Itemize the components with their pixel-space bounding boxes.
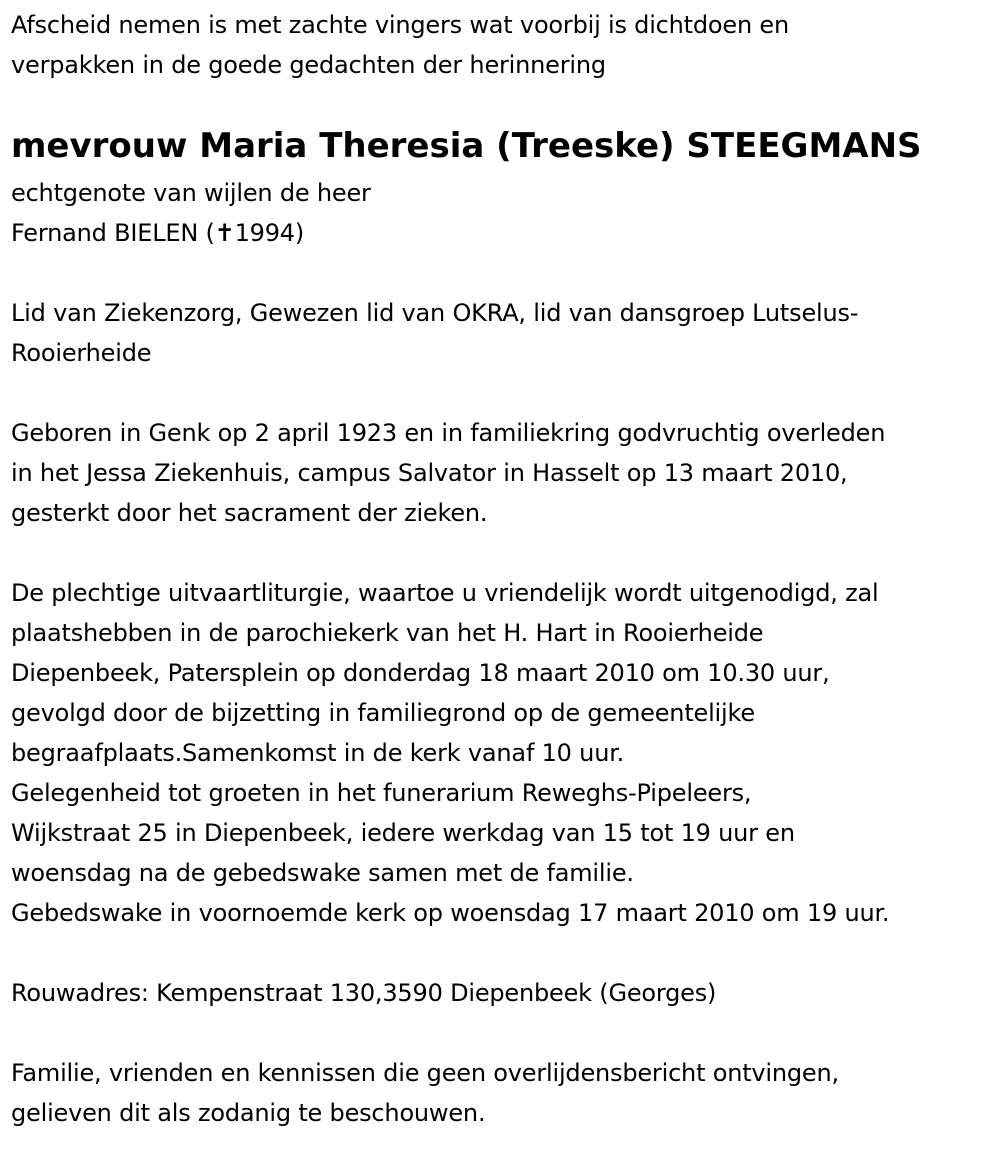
birth-death-line-3: gesterkt door het sacrament der zieken. xyxy=(11,499,488,527)
funeral-line-1: De plechtige uitvaartliturgie, waartoe u vriendelijk wordt uitgenodigd, zal xyxy=(11,579,879,607)
funeral-line-2: plaatshebben in de parochiekerk van het H. Hart in Rooierheide xyxy=(11,619,764,647)
membership-line-1: Lid van Ziekenzorg, Gewezen lid van OKRA, lid van dansgroep Lutselus- xyxy=(11,299,859,327)
funeral-line-5: begraafplaats.Samenkomst in de kerk vanaf 10 uur. xyxy=(11,739,625,767)
birth-death-line-2: in het Jessa Ziekenhuis, campus Salvator in Hasselt op 13 maart 2010, xyxy=(11,459,848,487)
deceased-name: mevrouw Maria Theresia (Treeske) STEEGMANS xyxy=(11,126,922,166)
birth-death-line-1: Geboren in Genk op 2 april 1923 en in familiekring godvruchtig overleden xyxy=(11,419,886,447)
closing-line-2: gelieven dit als zodanig te beschouwen. xyxy=(11,1099,486,1127)
closing-line-1: Familie, vrienden en kennissen die geen overlijdensbericht ontvingen, xyxy=(11,1059,839,1087)
membership-line-2: Rooierheide xyxy=(11,339,152,367)
spouse-line-2: Fernand BIELEN (✝1994) xyxy=(11,219,305,247)
funeral-line-4: gevolgd door de bijzetting in familiegrond op de gemeentelijke xyxy=(11,699,755,727)
funeral-line-9: Gebedswake in voornoemde kerk op woensdag 17 maart 2010 om 19 uur. xyxy=(11,899,890,927)
motto-line-2: verpakken in de goede gedachten der herinnering xyxy=(11,51,606,79)
funeral-line-7: Wijkstraat 25 in Diepenbeek, iedere werkdag van 15 tot 19 uur en xyxy=(11,819,795,847)
funeral-line-6: Gelegenheid tot groeten in het funerarium Reweghs-Pipeleers, xyxy=(11,779,752,807)
funeral-line-3: Diepenbeek, Patersplein op donderdag 18 maart 2010 om 10.30 uur, xyxy=(11,659,830,687)
motto-line-1: Afscheid nemen is met zachte vingers wat voorbij is dichtdoen en xyxy=(11,11,789,39)
funeral-line-8: woensdag na de gebedswake samen met de familie. xyxy=(11,859,634,887)
mourning-address: Rouwadres: Kempenstraat 130,3590 Diepenbeek (Georges) xyxy=(11,979,717,1007)
spouse-line-1: echtgenote van wijlen de heer xyxy=(11,179,371,207)
